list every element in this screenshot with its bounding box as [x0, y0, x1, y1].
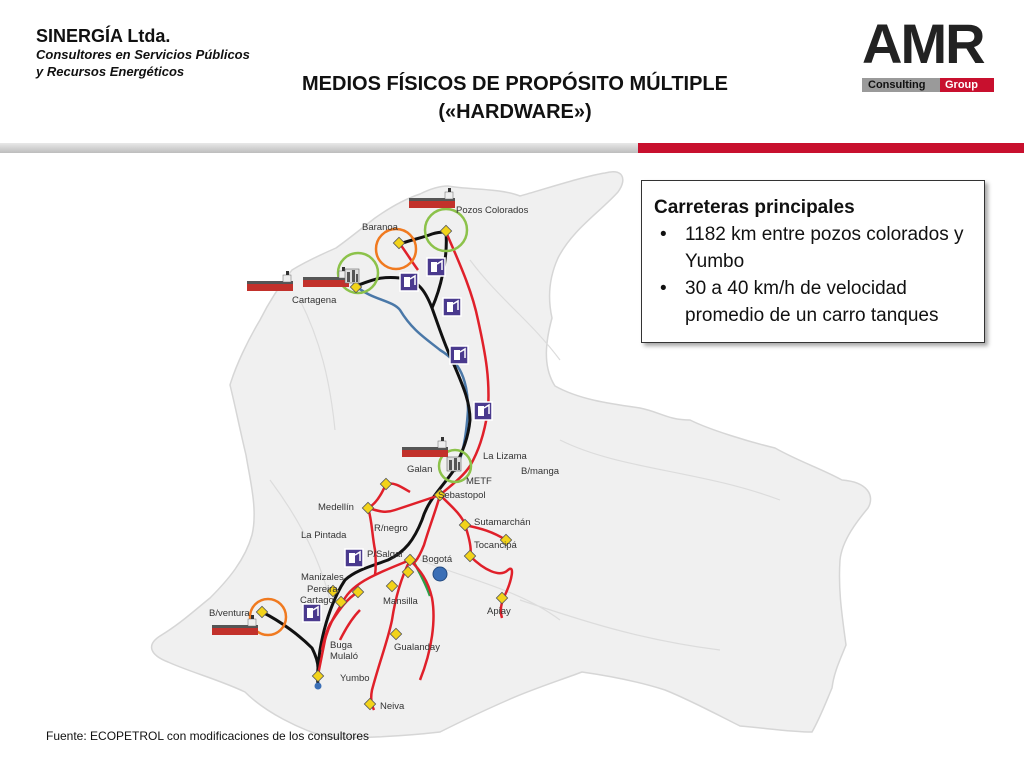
page-title — [230, 70, 800, 126]
info-box-list — [654, 221, 972, 329]
info-box-title: Carreteras principales — [654, 197, 855, 218]
info-box-item-text: 1182 km entre pozos colorados y Yumbo — [685, 224, 964, 272]
bullet-icon: • — [660, 224, 667, 245]
label-la-lizama: La Lizama — [483, 451, 527, 462]
bullet-icon: • — [660, 278, 667, 299]
logo-main-text: AMR — [862, 12, 984, 75]
logo-group: Group — [940, 78, 994, 92]
label-mulalo: Mulaló — [330, 651, 358, 662]
label-cartagena: Cartagena — [292, 295, 337, 306]
company-block — [36, 26, 250, 80]
label-manizales: Manizales — [301, 572, 344, 583]
label-bventura: B/ventura — [209, 608, 250, 619]
header-divider-red — [638, 143, 1024, 153]
label-pereira: Pereira — [307, 584, 338, 595]
info-box-item-text: 30 a 40 km/h de velocidad promedio de un carro tanques — [685, 278, 939, 326]
label-buga: Buga — [330, 640, 353, 651]
label-sutamarchan: Sutamarchán — [474, 517, 531, 528]
label-mansilla: Mansilla — [383, 596, 418, 607]
label-pozos-colorados: Pozos Colorados — [456, 205, 529, 216]
label-medellin: Medellín — [318, 502, 354, 513]
source-note: Fuente: ECOPETROL con modificaciones de los consultores — [46, 729, 370, 743]
label-baranoa: Baranoa — [362, 222, 398, 233]
info-box-item — [654, 221, 972, 275]
label-gualanday: Gualanday — [394, 642, 440, 653]
info-box — [641, 180, 985, 343]
header-divider-grey — [0, 143, 638, 153]
info-box-item — [654, 275, 972, 329]
label-bogota: Bogotá — [422, 554, 453, 565]
label-bmanga: B/manga — [521, 466, 560, 477]
label-apiay: Apiay — [487, 606, 511, 617]
company-subtitle-1: Consultores en Servicios Públicos — [36, 47, 250, 62]
label-la-pintada: La Pintada — [301, 530, 347, 541]
title-line-1: MEDIOS FÍSICOS DE PROPÓSITO MÚLTIPLE — [302, 73, 728, 95]
label-cartago: Cartago — [300, 595, 334, 606]
label-neiva: Neiva — [380, 701, 405, 712]
label-sebastopol: Sebastopol — [438, 490, 486, 501]
label-yumbo: Yumbo — [340, 673, 370, 684]
logo-consulting: Consulting — [862, 78, 940, 92]
label-rnegro: R/negro — [374, 523, 408, 534]
company-subtitle-2: y Recursos Energéticos — [36, 64, 185, 79]
company-name: SINERGÍA Ltda. — [36, 26, 171, 46]
amr-logo — [860, 12, 1000, 94]
label-tocancipa: Tocancipá — [474, 540, 517, 551]
label-galan: Galan — [407, 464, 433, 475]
label-psalgar: P/Salgar — [367, 549, 404, 560]
title-line-2: («HARDWARE») — [438, 101, 592, 123]
label-metf: METF — [466, 476, 492, 487]
logo-bar — [862, 78, 992, 92]
